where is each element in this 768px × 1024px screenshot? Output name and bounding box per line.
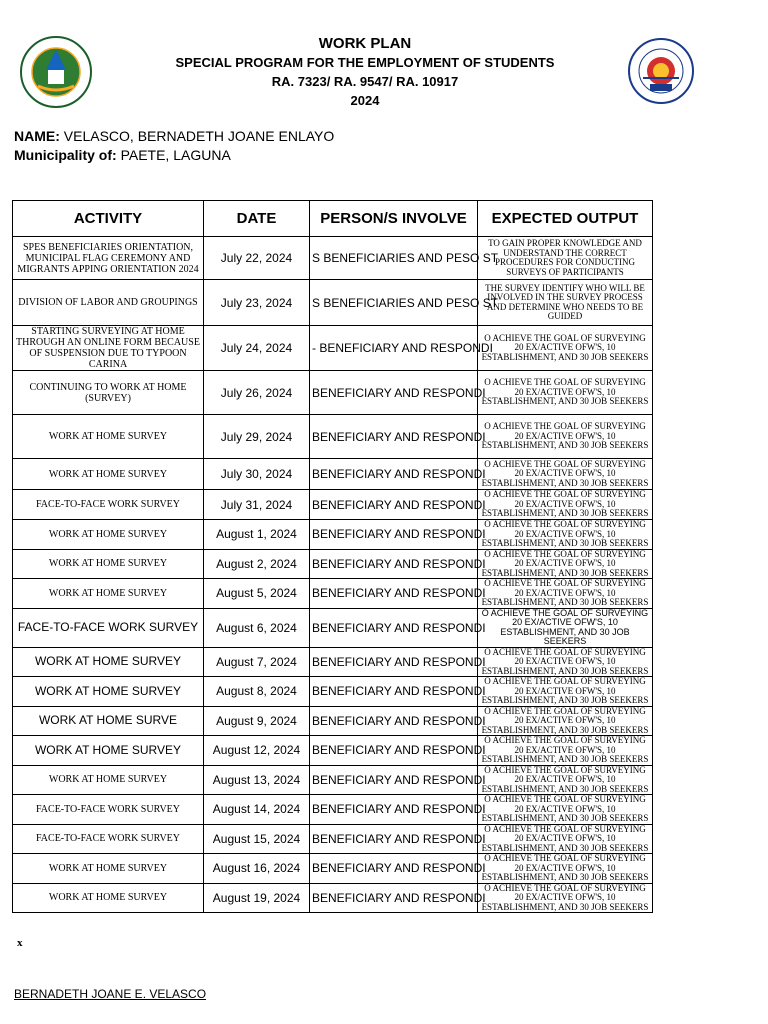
signer-name: BERNADETH JOANE E. VELASCO [14, 987, 207, 1001]
activity-cell: WORK AT HOME SURVEY [13, 677, 204, 707]
date-cell: July 26, 2024 [204, 371, 310, 415]
municipality-label: Municipality of: [14, 147, 117, 163]
expected-output-cell: O ACHIEVE THE GOAL OF SURVEYING 20 EX/ACTIVE OFW'S, 10 ESTABLISHMENT, AND 30 JOB SEEKERS [478, 579, 653, 609]
header-persons: PERSON/S INVOLVE [310, 201, 478, 237]
date-cell: August 6, 2024 [204, 608, 310, 647]
header-activity: ACTIVITY [13, 201, 204, 237]
expected-output-cell: O ACHIEVE THE GOAL OF SURVEYING 20 EX/ACTIVE OFW'S, 10 ESTABLISHMENT, AND 30 JOB SEEKERS [478, 765, 653, 795]
table-row [13, 706, 653, 736]
table-row [13, 736, 653, 766]
expected-output-cell: O ACHIEVE THE GOAL OF SURVEYING 20 EX/ACTIVE OFW'S, 10 ESTABLISHMENT, AND 30 JOB SEEKERS [478, 608, 653, 647]
municipality-line [14, 147, 231, 163]
table-row [13, 326, 653, 371]
persons-cell: BENEFICIARY AND RESPONDI [310, 579, 478, 609]
activity-cell: SPES BENEFICIARIES ORIENTATION, MUNICIPAL FLAG CEREMONY AND MIGRANTS APPING ORIENTATION 2024 [13, 237, 204, 280]
table-row [13, 824, 653, 854]
persons-cell: BENEFICIARY AND RESPONDI [310, 490, 478, 520]
activity-cell: WORK AT HOME SURVE [13, 706, 204, 736]
persons-cell: BENEFICIARY AND RESPONDI [310, 795, 478, 825]
table-row [13, 579, 653, 609]
name-value: VELASCO, BERNADETH JOANE ENLAYO [63, 128, 335, 144]
activity-cell: WORK AT HOME SURVEY [13, 459, 204, 490]
expected-output-cell: O ACHIEVE THE GOAL OF SURVEYING 20 EX/ACTIVE OFW'S, 10 ESTABLISHMENT, AND 30 JOB SEEKERS [478, 459, 653, 490]
name-label: NAME: [14, 128, 60, 144]
date-cell: August 14, 2024 [204, 795, 310, 825]
table-row [13, 883, 653, 913]
date-cell: August 7, 2024 [204, 647, 310, 677]
persons-cell: BENEFICIARY AND RESPONDI [310, 608, 478, 647]
plan-year: 2024 [350, 93, 380, 108]
header-expected-output: EXPECTED OUTPUT [478, 201, 653, 237]
table-row [13, 647, 653, 677]
table-row [13, 415, 653, 459]
table-row [13, 795, 653, 825]
expected-output-cell: O ACHIEVE THE GOAL OF SURVEYING 20 EX/ACTIVE OFW'S, 10 ESTABLISHMENT, AND 30 JOB SEEKERS [478, 883, 653, 913]
date-cell: August 12, 2024 [204, 736, 310, 766]
expected-output-cell: O ACHIEVE THE GOAL OF SURVEYING 20 EX/ACTIVE OFW'S, 10 ESTABLISHMENT, AND 30 JOB SEEKERS [478, 549, 653, 579]
table-body [13, 237, 653, 913]
activity-cell: FACE-TO-FACE WORK SURVEY [13, 824, 204, 854]
activity-cell: FACE-TO-FACE WORK SURVEY [13, 608, 204, 647]
activity-cell: WORK AT HOME SURVEY [13, 520, 204, 550]
activity-cell: STARTING SURVEYING AT HOME THROUGH AN ONLINE FORM BECAUSE OF SUSPENSION DUE TO TYPOON CARINA [13, 326, 204, 371]
activity-cell: WORK AT HOME SURVEY [13, 765, 204, 795]
date-cell: August 9, 2024 [204, 706, 310, 736]
date-cell: August 1, 2024 [204, 520, 310, 550]
date-cell: July 24, 2024 [204, 326, 310, 371]
work-plan-table [12, 200, 653, 913]
expected-output-cell: O ACHIEVE THE GOAL OF SURVEYING 20 EX/ACTIVE OFW'S, 10 ESTABLISHMENT, AND 30 JOB SEEKERS [478, 371, 653, 415]
table-row [13, 371, 653, 415]
expected-output-cell: O ACHIEVE THE GOAL OF SURVEYING 20 EX/ACTIVE OFW'S, 10 ESTABLISHMENT, AND 30 JOB SEEKERS [478, 520, 653, 550]
name-line [14, 128, 334, 144]
table-row [13, 237, 653, 280]
header-date: DATE [204, 201, 310, 237]
document-title: WORK PLAN [318, 35, 412, 52]
expected-output-cell: TO GAIN PROPER KNOWLEDGE AND UNDERSTAND THE CORRECT PROCEDURES FOR CONDUCTING SURVEYS OF PARTICIPANTS [478, 237, 653, 280]
persons-cell: BENEFICIARY AND RESPONDI [310, 824, 478, 854]
expected-output-cell: O ACHIEVE THE GOAL OF SURVEYING 20 EX/ACTIVE OFW'S, 10 ESTABLISHMENT, AND 30 JOB SEEKERS [478, 647, 653, 677]
table-row [13, 520, 653, 550]
table-row [13, 280, 653, 326]
date-cell: August 16, 2024 [204, 854, 310, 884]
table-row [13, 854, 653, 884]
persons-cell: BENEFICIARY AND RESPONDI [310, 736, 478, 766]
date-cell: July 30, 2024 [204, 459, 310, 490]
date-cell: August 8, 2024 [204, 677, 310, 707]
persons-cell: BENEFICIARY AND RESPONDI [310, 706, 478, 736]
table-row [13, 459, 653, 490]
date-cell: July 29, 2024 [204, 415, 310, 459]
expected-output-cell: O ACHIEVE THE GOAL OF SURVEYING 20 EX/ACTIVE OFW'S, 10 ESTABLISHMENT, AND 30 JOB SEEKERS [478, 706, 653, 736]
persons-cell: BENEFICIARY AND RESPONDI [310, 765, 478, 795]
date-cell: July 23, 2024 [204, 280, 310, 326]
activity-cell: WORK AT HOME SURVEY [13, 883, 204, 913]
document-title-block [0, 34, 730, 110]
date-cell: August 5, 2024 [204, 579, 310, 609]
persons-cell: - BENEFICIARY AND RESPONDI [310, 326, 478, 371]
table-row [13, 490, 653, 520]
mark: x [17, 937, 23, 949]
activity-cell: WORK AT HOME SURVEY [13, 736, 204, 766]
date-cell: August 2, 2024 [204, 549, 310, 579]
activity-cell: DIVISION OF LABOR AND GROUPINGS [13, 280, 204, 326]
table-row [13, 677, 653, 707]
activity-cell: CONTINUING TO WORK AT HOME (SURVEY) [13, 371, 204, 415]
legal-basis: RA. 7323/ RA. 9547/ RA. 10917 [271, 74, 459, 89]
persons-cell: BENEFICIARY AND RESPONDI [310, 854, 478, 884]
expected-output-cell: THE SURVEY IDENTIFY WHO WILL BE INVOLVED IN THE SURVEY PROCESS AND DETERMINE WHO NEEDS TO BE GUIDED [478, 280, 653, 326]
persons-cell: BENEFICIARY AND RESPONDI [310, 677, 478, 707]
persons-cell: BENEFICIARY AND RESPONDI [310, 883, 478, 913]
expected-output-cell: O ACHIEVE THE GOAL OF SURVEYING 20 EX/ACTIVE OFW'S, 10 ESTABLISHMENT, AND 30 JOB SEEKERS [478, 824, 653, 854]
date-cell: July 22, 2024 [204, 237, 310, 280]
expected-output-cell: O ACHIEVE THE GOAL OF SURVEYING 20 EX/ACTIVE OFW'S, 10 ESTABLISHMENT, AND 30 JOB SEEKERS [478, 677, 653, 707]
activity-cell: WORK AT HOME SURVEY [13, 854, 204, 884]
persons-cell: BENEFICIARY AND RESPONDI [310, 647, 478, 677]
date-cell: July 31, 2024 [204, 490, 310, 520]
activity-cell: FACE-TO-FACE WORK SURVEY [13, 795, 204, 825]
date-cell: August 19, 2024 [204, 883, 310, 913]
activity-cell: WORK AT HOME SURVEY [13, 579, 204, 609]
expected-output-cell: O ACHIEVE THE GOAL OF SURVEYING 20 EX/ACTIVE OFW'S, 10 ESTABLISHMENT, AND 30 JOB SEEKERS [478, 415, 653, 459]
table-row [13, 765, 653, 795]
persons-cell: BENEFICIARY AND RESPONDI [310, 520, 478, 550]
expected-output-cell: O ACHIEVE THE GOAL OF SURVEYING 20 EX/ACTIVE OFW'S, 10 ESTABLISHMENT, AND 30 JOB SEEKERS [478, 736, 653, 766]
persons-cell: BENEFICIARY AND RESPONDI [310, 459, 478, 490]
expected-output-cell: O ACHIEVE THE GOAL OF SURVEYING 20 EX/ACTIVE OFW'S, 10 ESTABLISHMENT, AND 30 JOB SEEKERS [478, 795, 653, 825]
table-header-row [13, 201, 653, 237]
expected-output-cell: O ACHIEVE THE GOAL OF SURVEYING 20 EX/ACTIVE OFW'S, 10 ESTABLISHMENT, AND 30 JOB SEEKERS [478, 490, 653, 520]
activity-cell: WORK AT HOME SURVEY [13, 549, 204, 579]
date-cell: August 13, 2024 [204, 765, 310, 795]
table-row [13, 549, 653, 579]
activity-cell: WORK AT HOME SURVEY [13, 415, 204, 459]
municipality-value: PAETE, LAGUNA [120, 147, 231, 163]
expected-output-cell: O ACHIEVE THE GOAL OF SURVEYING 20 EX/ACTIVE OFW'S, 10 ESTABLISHMENT, AND 30 JOB SEEKERS [478, 854, 653, 884]
persons-cell: BENEFICIARY AND RESPONDI [310, 415, 478, 459]
persons-cell: S BENEFICIARIES AND PESO ST [310, 237, 478, 280]
table-row [13, 608, 653, 647]
program-name: SPECIAL PROGRAM FOR THE EMPLOYMENT OF STUDENTS [175, 55, 555, 70]
activity-cell: WORK AT HOME SURVEY [13, 647, 204, 677]
persons-cell: S BENEFICIARIES AND PESO ST [310, 280, 478, 326]
persons-cell: BENEFICIARY AND RESPONDI [310, 549, 478, 579]
persons-cell: BENEFICIARY AND RESPONDI [310, 371, 478, 415]
activity-cell: FACE-TO-FACE WORK SURVEY [13, 490, 204, 520]
date-cell: August 15, 2024 [204, 824, 310, 854]
expected-output-cell: O ACHIEVE THE GOAL OF SURVEYING 20 EX/ACTIVE OFW'S, 10 ESTABLISHMENT, AND 30 JOB SEEKERS [478, 326, 653, 371]
